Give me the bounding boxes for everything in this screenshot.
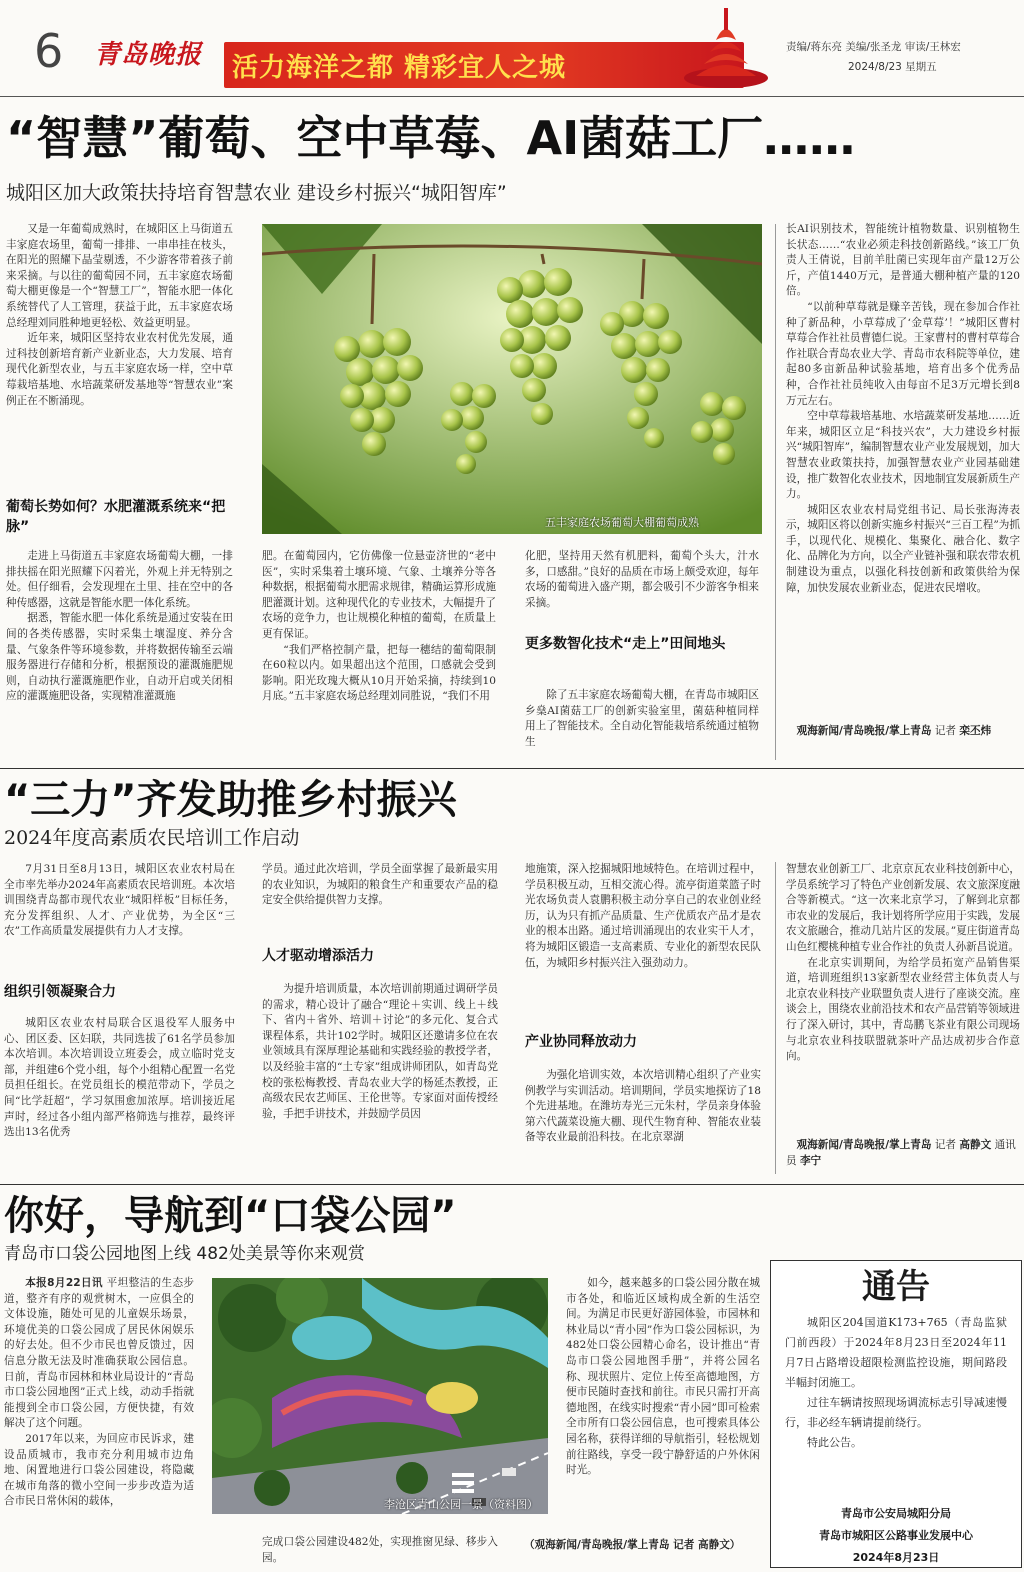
issue-date: 2024/8/23 星期五	[848, 61, 937, 73]
col4-text: 智慧农业创新工厂、北京京瓦农业科技创新中心，学员系统学习了特色产业创新发展、农文旅深度融合等新模式。“这一次来北京学习，了解到北京都市农业的发展后，我计划将所学应用于实践，发展农文旅融合，推动几站片区的发展。”夏庄街道青岛山色红樱桃种植专业合作社的负责人孙新昌说道。 在北京实训期间，为给学员拓宽产品销售渠道，培训班组织13家新型农业经营主体负责人与北京农业科技产业联盟负责人进行了座谈交流。座谈会上，围绕农业前沿技术和农产品营销等领域进行了深入研讨，其中，青岛鹏飞茶业有限公司现场与北京农业科技联盟就茶叶产品达成初步合作意向。	[786, 863, 1020, 1063]
subhead-digital-tech: 更多数智化技术“走上”田间地头	[525, 636, 726, 652]
col3b-text: 为强化培训实效，本次培训精心组织了产业实例教学与实训活动。培训期间，学员实地探访了18个先进基地。在潍坊寿光三元朱村，学员亲身体验第六代蔬菜设施大棚、现代生物育种、智能农业装备等农业最前沿科技。在北京翠湖	[525, 1069, 761, 1144]
grape-photo	[262, 224, 762, 534]
park-photo-caption: 李沧区青山公园一景（资料图）	[384, 1498, 538, 1511]
col3a-text: 地施策，深入挖掘城阳地域特色。在培训过程中，学员积极互动，互相交流心得。流亭街道菜篮子时光农场负责人袁鹏积极主动分享自己的农业创业经历，认为只有抓产品质量、生产优质农产品才是农业的根本出路。通过培训涌现出的农业实干人才，将为城阳区锻造一支高素质、专业化的新型农民队伍，为城阳乡村振兴注入强劲动力。	[525, 863, 761, 969]
masthead-divider	[0, 96, 1024, 97]
notice-issuer-1: 青岛市公安局城阳分局	[841, 1507, 951, 1520]
notice-date: 2024年8月23日	[852, 1551, 940, 1564]
notice-title: 通告	[862, 1267, 930, 1307]
headline: “智慧”葡萄、空中草莓、AI菌菇工厂……	[6, 111, 856, 165]
byline: 观海新闻/青岛晚报/掌上青岛 记者 高静文 通讯员 李宁	[786, 1139, 1016, 1167]
deck: 2024年度高素质农民培训工作启动	[4, 827, 300, 849]
subhead-industry: 产业协同释放动力	[525, 1034, 637, 1050]
col1a-text: 7月31日至8月13日，城阳区农业农村局在全市率先举办2024年高素质农民培训班。本次培训围绕青岛都市现代农业“城阳样板”目标任务，充分发挥组织、人才、产业优势，为全区“三农”工作高质量发展提供有力人才支撑。	[4, 863, 235, 938]
page-number: 6	[34, 24, 64, 78]
col2-under-text: 完成口袋公园建设482处，实现推窗见绿、移步入园。	[262, 1536, 498, 1564]
landmark-tower-icon	[676, 4, 776, 92]
byline: 观海新闻/青岛晚报/掌上青岛 记者 栾丕炜	[796, 725, 992, 737]
deck: 青岛市口袋公园地图上线 482处美景等你来观赏	[4, 1244, 365, 1264]
notice-body: 城阳区204国道K173+765（青岛监狱门前西段）于2024年8月23日至2024年11月7日占路增设超限检测监控设施，期间路段半幅封闭施工。 过往车辆请按照现场调流标志引导减速慢行，非必经车辆请提前绕行。 特此公告。	[785, 1316, 1007, 1449]
col2-text: 肥。在葡萄园内，它仿佛像一位悬壶济世的“老中医”，实时采集着土壤环境、气象、土壤养分等各种数据，根据葡萄水肥需求规律，精确运算形成施肥灌溉计划。这种现代化的专业技术，大幅提升了农场的竞争力，也让规模化种植的葡萄，在质量上更有保证。 “我们严格控制产量，把每一穗结的葡萄限制在60粒以内。如果超出这个范围，口感就会受到影响。阳光玫瑰大概从10月开始采摘，持续到10月底。”五丰家庭农场总经理刘同胜说，“我们不用	[262, 550, 496, 703]
col2b-text: 为提升培训质量，本次培训前期通过调研学员的需求，精心设计了融合“理论＋实训、线上＋线下、省内＋省外、培训＋讨论”的多元化、复合式课程体系，共计102学时。城阳区还邀请多位在农业领域具有深厚理论基础和实践经验的教授学者，以及经验丰富的“土专家”组成讲师团队，如青岛党校的张松梅教授、青岛农业大学的杨延杰教授，正高级农民农艺师匡、王伦世等。专家面对面传授经验，手把手讲技术，并鼓励学员因	[262, 983, 498, 1120]
subhead-talent: 人才驱动增添活力	[262, 948, 374, 964]
intro-text: 又是一年葡萄成熟时，在城阳区上马街道五丰家庭农场里，葡萄一排排、一串串挂在枝头，在阳光的照耀下晶莹剔透，不少游客带着孩子前来采摘。与以往的葡萄园不同，五丰家庭农场葡萄大棚更像是一个“智慧工厂”，智能水肥一体化系统替代了人工管理，获益于此，五丰家庭农场总经理刘同胜种地更轻松、效益更明显。 近年来，城阳区坚持农业农村优先发展，通过科技创新培育新产业新业态，大力发展、培育现代化新型农业，与五丰家庭农场一样，空中草莓栽培基地、水培蔬菜研发基地等“智慧农业”案例正在不断涌现。	[6, 223, 233, 407]
headline: 你好，导航到“口袋公园”	[4, 1193, 457, 1239]
col3-text: 化肥，坚持用天然有机肥料，葡萄个头大，汁水多，口感甜。”良好的品质在市场上颇受欢迎，每年农场的葡萄进入盛产期，都会吸引不少游客争相来采摘。	[525, 550, 759, 609]
col4-text: 长AI识别技术，智能统计植物数量、识别植物生长状态……“农业必须走科技创新路线。”该工厂负责人王倩说，目前羊肚菌已实现年亩产量12万公斤，产值1440万元，是普通大棚种植产量的120倍。 “以前种草莓就是赚辛苦钱，现在参加合作社种了新品种，小草莓成了‘金草莓’！”城阳区曹村草莓合作社社员曹德仁说。王家曹村的曹村草莓合作社联合青岛农业大学、青岛市农科院等单位，建起80多亩新品种试验基地，培育出多个优秀品种，合作社社员纯收入由每亩不足3万元增长到8万元左右。 空中草莓栽培基地、水培蔬菜研发基地……近年来，城阳区立足“科技兴农”，大力建设乡村振兴“城阳智库”，编制智慧农业产业发展规划，加大智慧农业政策扶持，加强智慧农业产业园基础建设，推广数智化农业技术，因地制宜发展新质生产力。 城阳区农业农村局党组书记、局长张海涛表示，城阳区将以创新实施乡村振兴“三百工程”为抓手，以现代化、规模化、集聚化、融合化、数字化、品牌化为方向，以全产业链补强和联农带农机制建设为重点，以强化科技创新和政策供给为保障，加快发展农业新业态，促进农民增收。	[786, 223, 1020, 594]
deck: 城阳区加大政策扶持培育智慧农业 建设乡村振兴“城阳智库”	[6, 182, 507, 204]
notice-issuer-2: 青岛市城阳区公路事业发展中心	[819, 1529, 973, 1542]
pocket-park-photo	[212, 1278, 548, 1514]
dateline: 本报8月22日讯	[25, 1277, 103, 1289]
col2a-text: 学员。通过此次培训，学员全面掌握了最新最实用的农业知识，为城阳的粮食生产和重要农产品的稳定安全供给提供智力支撑。	[262, 863, 498, 907]
banner-text: 活力海洋之都 精彩宜人之城	[232, 53, 567, 83]
col3-text: 如今，越来越多的口袋公园分散在城市各处，和临近区域构成全新的生活空间。为满足市民更好游园体验，市园林和林业局以“青小园”作为口袋公园标识，为482处口袋公园精心命名，设计推出“青岛市口袋公园地图手册”，并将公园名称、现状照片、定位上传至高德地图，方便市民随时查找和前往。市民只需打开高德地图，在线实时搜索“青小园”即可检索全市所有口袋公园信息，也可搜索具体公园名称，获得详细的导航指引，轻松规划前往路线，享受一段宁静舒适的户外休闲时光。	[566, 1277, 760, 1477]
paper-logo: 青岛晚报	[94, 40, 203, 70]
col1b-text: 城阳区农业农村局联合区退役军人服务中心、团区委、区妇联，共同选拔了61名学员参加本次培训。本次培训设立班委会，成立临时党支部，并组建6个党小组，每个小组精心配置一名党员担任组长。在党员组长的模范带动下，学员之间“比学赶超”，学习氛围愈加浓厚。培训接近尾声时，经过各小组内部严格筛选与推荐，最终评选出13名优秀	[4, 1017, 235, 1139]
byline: （观海新闻/青岛晚报/掌上青岛 记者 高静文）	[524, 1539, 741, 1551]
page-credits: 责编/蒋东亮 美编/张圣龙 审读/王林宏	[786, 41, 961, 53]
subhead-organization: 组织引领凝聚合力	[4, 984, 116, 1000]
col1-text: 本报8月22日讯 平坦整洁的生态步道，整齐有序的观赏树木，一应俱全的文体设施，随处可见的儿童娱乐场景，环境优美的口袋公园成了居民休闲娱乐的好去处。但不少市民也曾反馈过，因信息分散无法及时准确获取公园信息。日前，青岛市园林和林业局设计的“青岛市口袋公园地图”正式上线，动动手指就能搜到全市口袋公园，方便快捷，有效解决了这个问题。 2017年以来，为回应市民诉求，建设品质城市，我市充分利用城市边角地、闲置地进行口袋公园建设，将隐藏在城市角落的微小空间一步步改造为适合市民日常休闲的载体，	[4, 1277, 194, 1508]
col1-text: 走进上马街道五丰家庭农场葡萄大棚，一排排扶摇在阳光照耀下闪着光，外观上并无特别之处。但仔细看，会发现埋在土里、挂在空中的各种传感器，这就是智能水肥一体化系统。 据悉，智能水肥一体化系统是通过安装在田间的各类传感器，实时采集土壤湿度、养分含量、气象条件等环境参数，并将数据传输至云端服务器进行存储和分析，根据预设的灌溉施肥规则，自动执行灌溉施肥作业，自动开启或关闭相应的灌溉施肥设备，实现精准灌溉施	[6, 550, 233, 703]
public-notice	[770, 1260, 1022, 1568]
grape-photo-caption: 五丰家庭农场葡萄大棚葡萄成熟	[545, 516, 699, 529]
headline: “三力”齐发助推乡村振兴	[4, 777, 457, 823]
subhead-water-fertilizer: 葡萄长势如何？水肥灌溉系统来“把脉”	[6, 499, 226, 535]
col3b-text: 除了五丰家庭农场葡萄大棚，在青岛市城阳区乡燊AI菌菇工厂的创新实验室里，菌菇种植同样用上了智能技术。全自动化智能栽培系统通过植物生	[525, 689, 759, 748]
